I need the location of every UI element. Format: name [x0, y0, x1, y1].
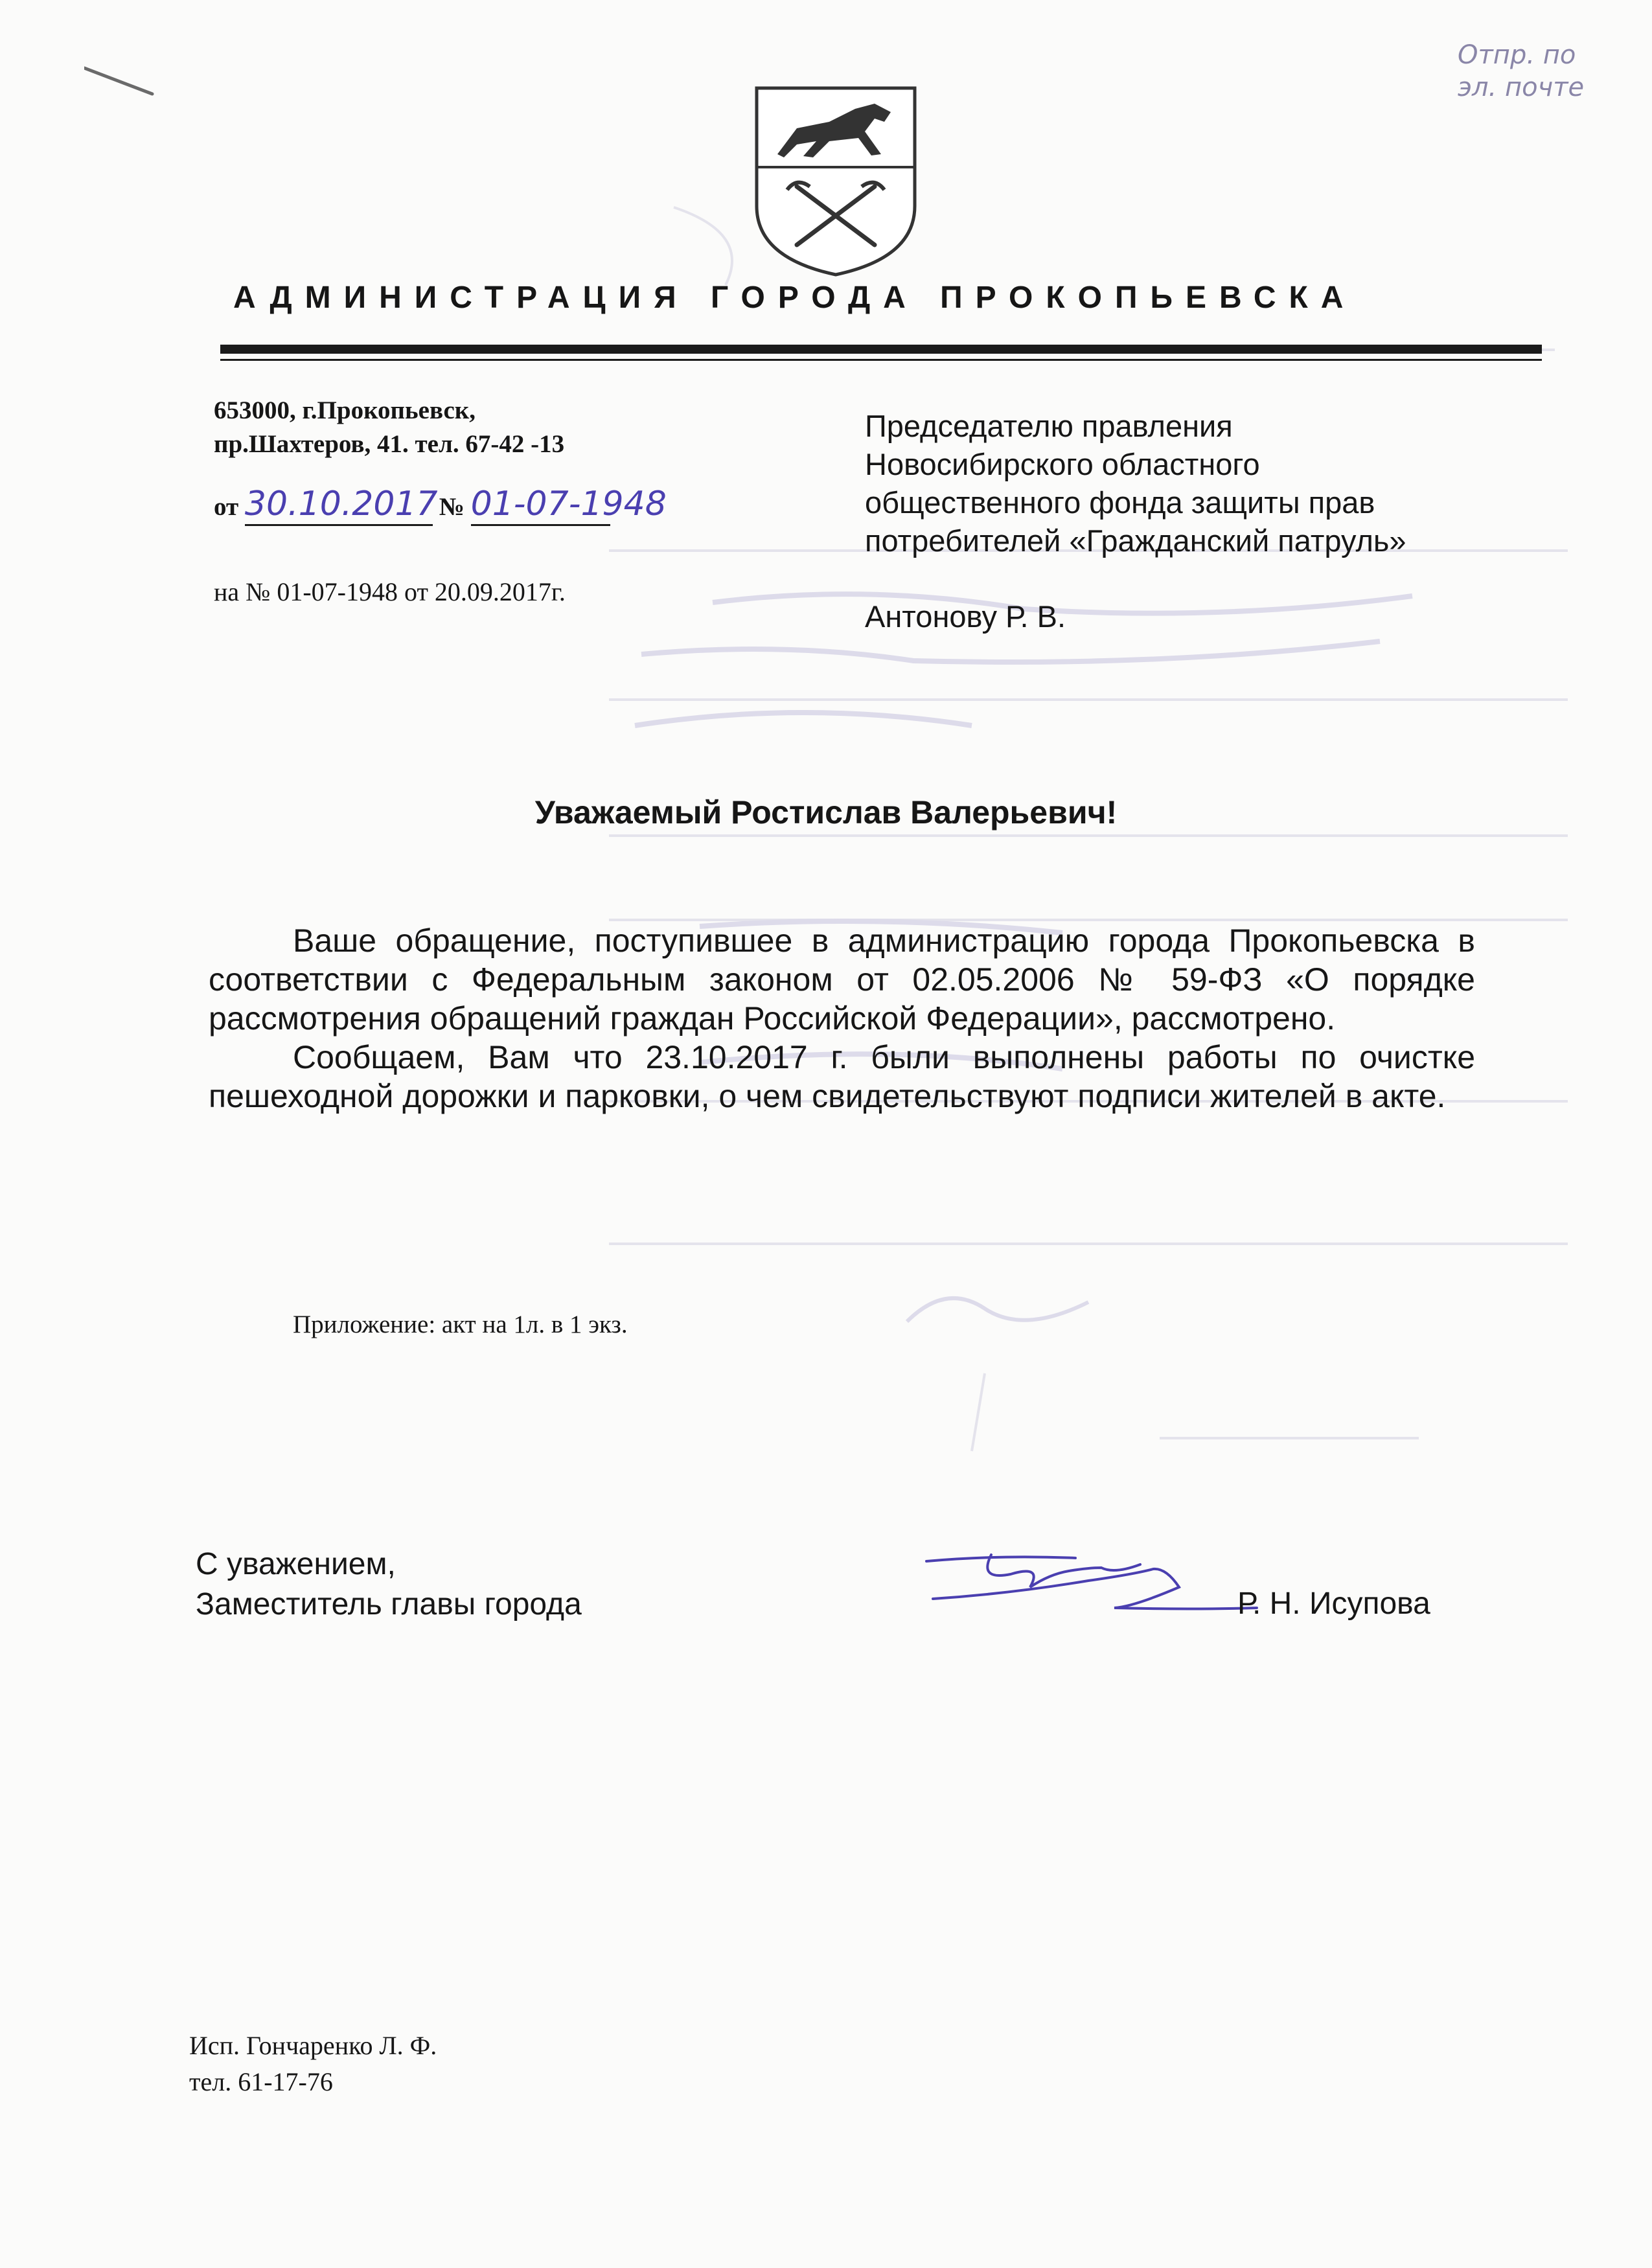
header-rule-thin [220, 359, 1542, 361]
city-emblem-icon [751, 83, 920, 277]
body-paragraph-1: Ваше обращение, поступившее в администрацию города Прокопьевска в соответствии с Федеральным законом от 02.05.2006 № 59-ФЗ «О порядке рассмотрения обращений граждан Российской Федерации», рассмотрено. [209, 922, 1475, 1037]
address-line-2: пр.Шахтеров, 41. тел. 67-42 -13 [214, 430, 565, 458]
signature-block [196, 1544, 582, 1625]
reply-reference: на № 01-07-1948 от 20.09.2017г. [214, 577, 566, 606]
date-field [244, 485, 438, 526]
recipient-line-2: Новосибирского областного [865, 447, 1260, 481]
handwritten-signature-icon [920, 1535, 1283, 1620]
greeting: Уважаемый Ростислав Валерьевич! [534, 794, 1118, 830]
executor-phone: тел. 61-17-76 [189, 2067, 333, 2096]
recipient-line-3: общественного фонда защиты прав [865, 485, 1375, 520]
header-rule-thick [220, 345, 1542, 354]
recipient-name: Антонову Р. В. [865, 599, 1066, 634]
date-value: 30.10.2017 [244, 485, 438, 523]
executor-name: Исп. Гончаренко Л. Ф. [189, 2031, 437, 2060]
attachment-note: Приложение: акт на 1л. в 1 экз. [293, 1311, 628, 1338]
organization-title: АДМИНИСТРАЦИЯ ГОРОДА ПРОКОПЬЕВСКА [233, 281, 1357, 315]
closing-phrase: С уважением, [196, 1547, 396, 1581]
letter-body [209, 921, 1475, 1116]
signer-position: Заместитель главы города [196, 1587, 582, 1621]
number-value: 01-07-1948 [470, 485, 667, 523]
reg-date-number-line [214, 485, 667, 526]
date-label: от [214, 493, 239, 521]
address-line-1: 653000, г.Прокопьевск, [214, 396, 476, 424]
executor-block [189, 2028, 437, 2100]
pencil-mark-icon [84, 65, 155, 97]
recipient-block [865, 407, 1565, 636]
number-field [470, 485, 667, 526]
number-label: № [439, 493, 465, 521]
handwritten-note: Отпр. по эл. почте [1458, 40, 1585, 102]
recipient-line-4: потребителей «Гражданский патруль» [865, 523, 1406, 558]
signer-name: Р. Н. Исупова [1237, 1586, 1430, 1621]
recipient-line-1: Председателю правления [865, 409, 1233, 443]
body-paragraph-2: Сообщаем, Вам что 23.10.2017 г. были выполнены работы по очистке пешеходной дорожки и парковки, о чем свидетельствуют подписи жителей в акте. [209, 1039, 1475, 1114]
